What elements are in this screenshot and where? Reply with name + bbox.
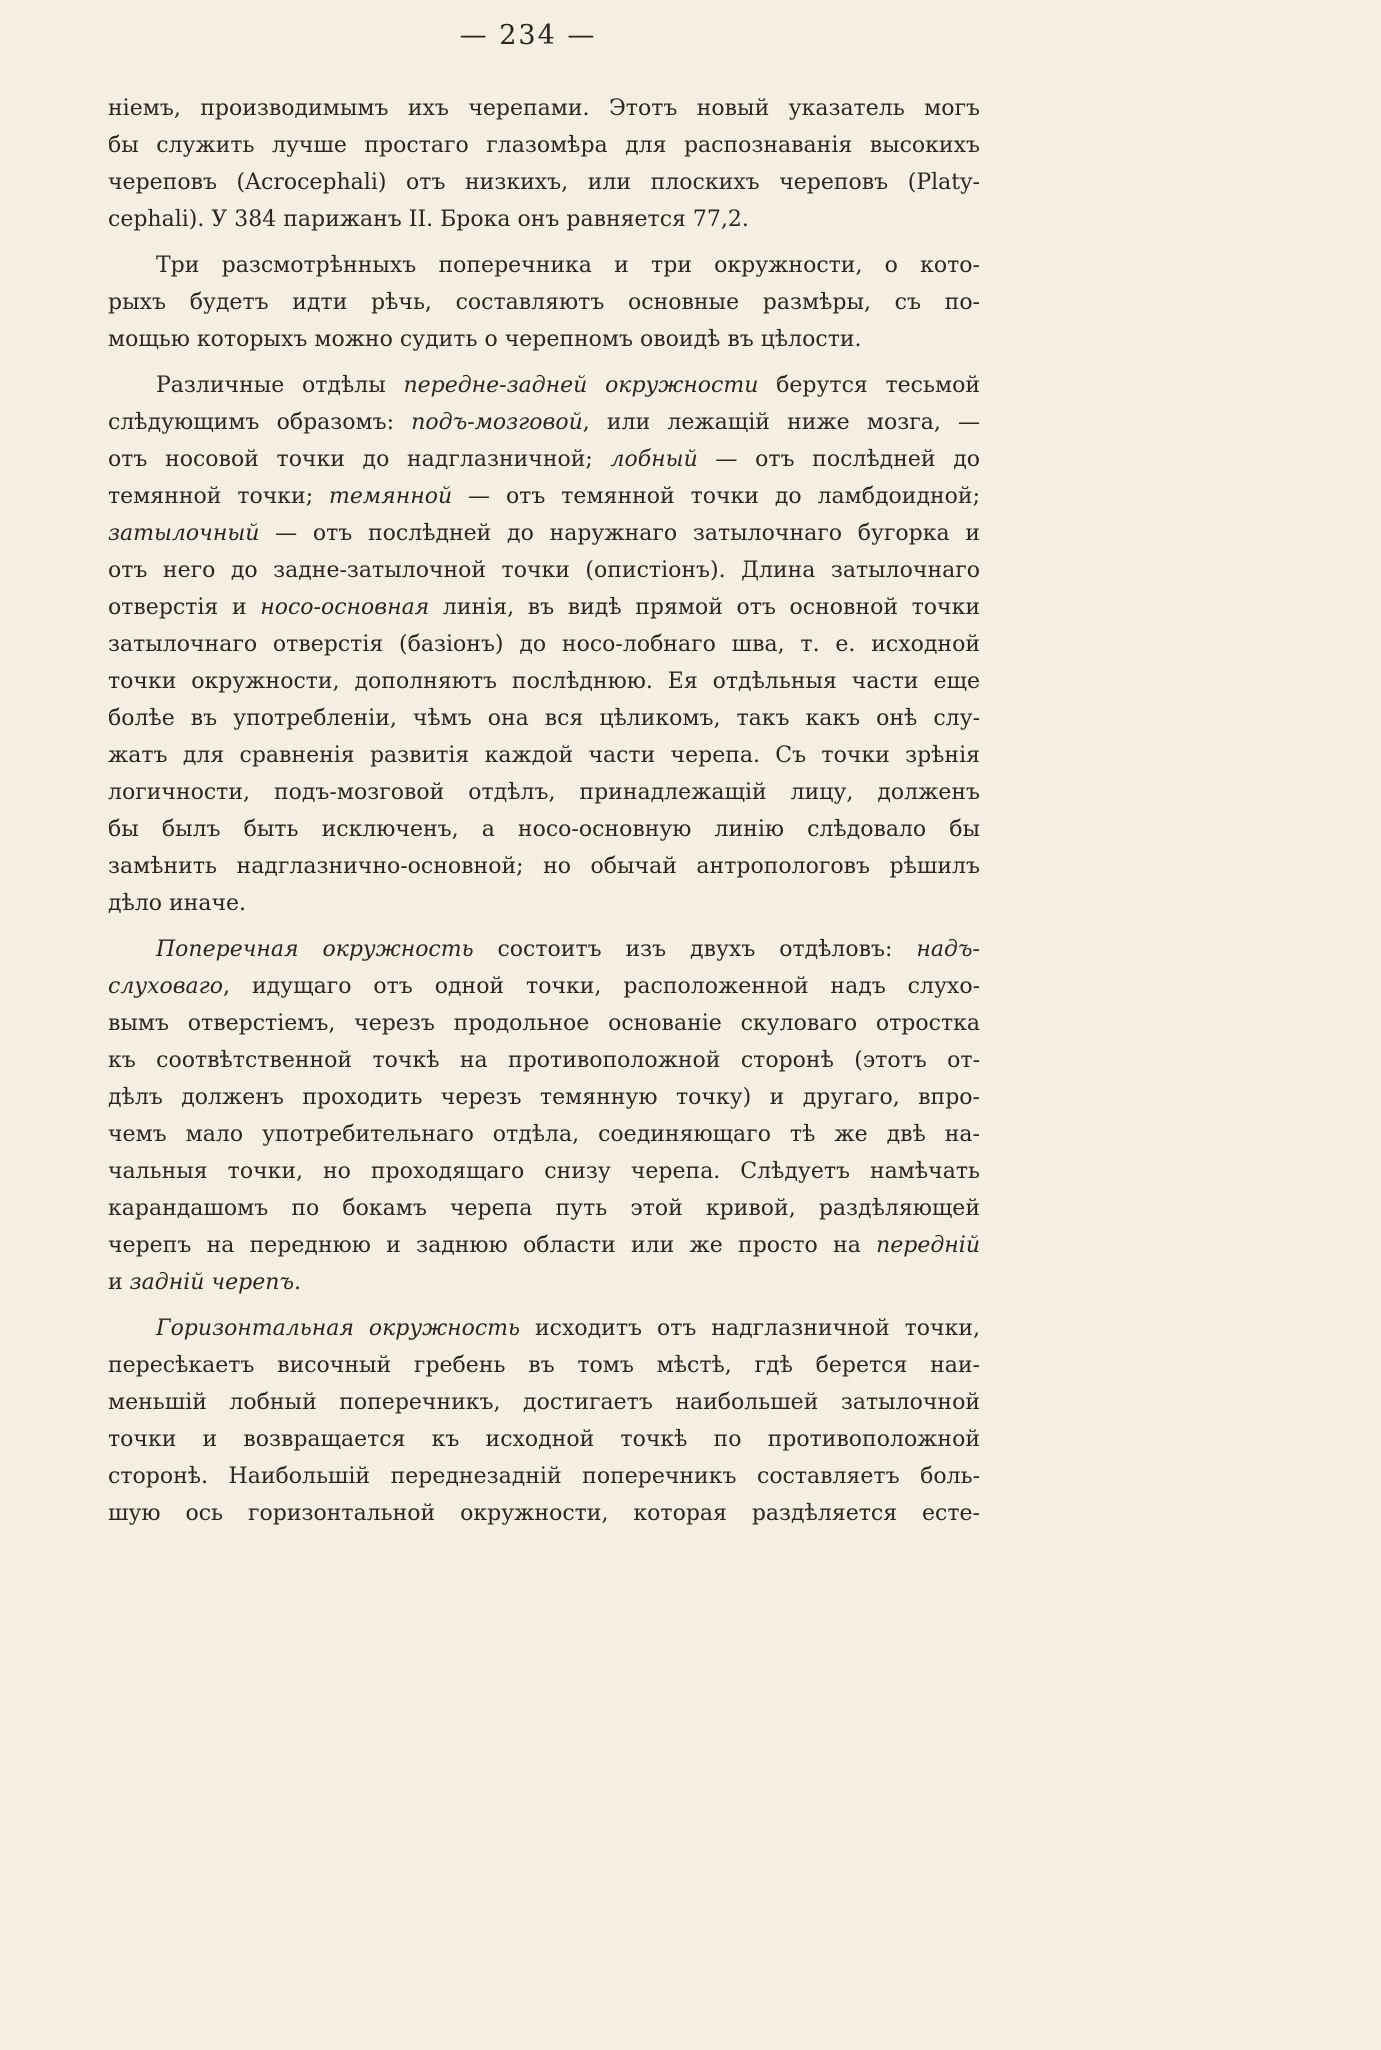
- text-line: [108, 1153, 980, 1190]
- text-run: — отъ послѣдней до наружнаго затылочнаго бугорка и: [259, 521, 980, 546]
- text-run: рыхъ будетъ идти рѣчь, составляютъ основные размѣры, съ по-: [108, 290, 980, 315]
- text-run: линія, въ видѣ прямой отъ основной точки: [429, 595, 980, 620]
- text-run: черепъ на переднюю и заднюю области или же просто на: [108, 1233, 877, 1258]
- italic-term: Горизонтальная окружность: [156, 1316, 521, 1341]
- text-run: сторонѣ. Наибольшій переднезадній поперечникъ составляетъ боль-: [108, 1464, 980, 1489]
- text-line: [108, 1079, 980, 1116]
- text-run: вымъ отверстіемъ, черезъ продольное основаніе скуловаго отростка: [108, 1011, 980, 1036]
- text-run: отъ него до задне-затылочной точки (опистіонъ). Длина затылочнаго: [108, 558, 980, 583]
- italic-term: темянной: [329, 484, 453, 509]
- page-body: [108, 90, 980, 1532]
- text-line: [108, 885, 980, 922]
- text-run: логичности, подъ-мозговой отдѣлъ, принадлежащій лицу, долженъ: [108, 780, 980, 805]
- italic-term: затылочный: [108, 521, 260, 546]
- text-line: [108, 626, 980, 663]
- text-line: [108, 811, 980, 848]
- text-line: [108, 478, 980, 515]
- text-line: [108, 90, 980, 127]
- text-run: и: [108, 1270, 130, 1295]
- text-run: шую ось горизонтальной окружности, которая раздѣляется есте-: [108, 1501, 980, 1526]
- text-line: [108, 968, 980, 1005]
- text-line: [108, 367, 980, 404]
- italic-term: Поперечная окружность: [156, 937, 474, 962]
- text-line: [108, 164, 980, 201]
- text-run: точки окружности, дополняютъ послѣднюю. Ея отдѣльныя части еще: [108, 669, 980, 694]
- text-run: состоитъ изъ двухъ отдѣловъ:: [473, 937, 917, 962]
- text-run: бы служить лучше простаго глазомѣра для распознаванія высокихъ: [108, 133, 980, 158]
- text-run: отъ носовой точки до надглазничной;: [108, 447, 611, 472]
- text-run: , или лежащій ниже мозга, —: [582, 410, 980, 435]
- italic-term: передній: [876, 1233, 980, 1258]
- text-line: [108, 1264, 980, 1301]
- paragraph-gap: [108, 922, 980, 931]
- text-line: [108, 1495, 980, 1532]
- text-line: [108, 589, 980, 626]
- italic-term: надъ-: [916, 937, 980, 962]
- text-line: [108, 774, 980, 811]
- text-run: чемъ мало употребительнаго отдѣла, соединяющаго тѣ же двѣ на-: [108, 1122, 980, 1147]
- text-run: карандашомъ по бокамъ черепа путь этой кривой, раздѣляющей: [108, 1196, 980, 1221]
- text-run: cephali). У 384 парижанъ II. Брока онъ равняется 77,2.: [108, 207, 749, 232]
- text-line: [108, 931, 980, 968]
- italic-term: слуховаго: [108, 974, 224, 999]
- page-number: — 234 —: [459, 20, 597, 51]
- paragraph-gap: [108, 1301, 980, 1310]
- text-run: затылочнаго отверстія (базіонъ) до носо-лобнаго шва, т. е. исходной: [108, 632, 980, 657]
- text-run: болѣе въ употребленіи, чѣмъ она вся цѣликомъ, такъ какъ онѣ слу-: [108, 706, 980, 731]
- text-run: замѣнить надглазнично-основной; но обычай антропологовъ рѣшилъ: [108, 854, 980, 879]
- text-run: меньшій лобный поперечникъ, достигаетъ наибольшей затылочной: [108, 1390, 980, 1415]
- text-run: бы былъ быть исключенъ, а носо-основную линію слѣдовало бы: [108, 817, 980, 842]
- text-line: [108, 441, 980, 478]
- text-line: [108, 1005, 980, 1042]
- text-line: [108, 127, 980, 164]
- text-line: [108, 1116, 980, 1153]
- text-run: исходитъ отъ надглазничной точки,: [520, 1316, 981, 1341]
- text-line: [108, 247, 980, 284]
- italic-term: передне-задней окружности: [403, 373, 759, 398]
- italic-term: лобный: [610, 447, 698, 472]
- text-run: .: [294, 1270, 302, 1295]
- text-run: темянной точки;: [108, 484, 330, 509]
- text-line: [108, 1310, 980, 1347]
- text-line: [108, 1042, 980, 1079]
- text-run: Различные отдѣлы: [156, 373, 404, 398]
- text-line: [108, 1384, 980, 1421]
- text-run: къ соотвѣтственной точкѣ на противоположной сторонѣ (этотъ от-: [108, 1048, 980, 1073]
- text-line: [108, 321, 980, 358]
- text-run: ніемъ, производимымъ ихъ черепами. Этотъ новый указатель могъ: [108, 96, 980, 121]
- italic-term: подъ-мозговой: [411, 410, 583, 435]
- text-run: , идущаго отъ одной точки, расположенной надъ слухо-: [223, 974, 980, 999]
- text-line: [108, 201, 980, 238]
- text-run: Три разсмотрѣнныхъ поперечника и три окружности, о кото-: [156, 253, 980, 278]
- text-run: мощью которыхъ можно судить о черепномъ овоидѣ въ цѣлости.: [108, 327, 862, 352]
- paragraph-gap: [108, 358, 980, 367]
- text-line: [108, 284, 980, 321]
- text-line: [108, 848, 980, 885]
- text-line: [108, 737, 980, 774]
- text-line: [108, 1227, 980, 1264]
- text-run: берутся тесьмой: [758, 373, 980, 398]
- text-run: жатъ для сравненія развитія каждой части черепа. Съ точки зрѣнія: [108, 743, 980, 768]
- text-line: [108, 1190, 980, 1227]
- paragraph: [108, 931, 980, 1301]
- text-line: [108, 515, 980, 552]
- text-line: [108, 552, 980, 589]
- paragraph: [108, 90, 980, 238]
- text-line: [108, 404, 980, 441]
- text-run: чальныя точки, но проходящаго снизу черепа. Слѣдуетъ намѣчать: [108, 1159, 980, 1184]
- text-line: [108, 1421, 980, 1458]
- text-line: [108, 700, 980, 737]
- paragraph: [108, 367, 980, 922]
- text-run: точки и возвращается къ исходной точкѣ по противоположной: [108, 1427, 980, 1452]
- paragraph-gap: [108, 238, 980, 247]
- paragraph: [108, 1310, 980, 1532]
- text-run: дѣло иначе.: [108, 891, 247, 916]
- text-run: отверстія и: [108, 595, 261, 620]
- text-line: [108, 1347, 980, 1384]
- text-line: [108, 1458, 980, 1495]
- text-run: череповъ (Acrocephali) отъ низкихъ, или плоскихъ череповъ (Platy-: [108, 170, 980, 195]
- text-run: — отъ темянной точки до ламбдоидной;: [452, 484, 980, 509]
- text-line: [108, 663, 980, 700]
- italic-term: задній черепъ: [129, 1270, 295, 1295]
- italic-term: носо-основная: [260, 595, 430, 620]
- text-run: дѣлъ долженъ проходить черезъ темянную точку) и другаго, впро-: [108, 1085, 980, 1110]
- text-run: пересѣкаетъ височный гребень въ томъ мѣстѣ, гдѣ берется наи-: [108, 1353, 980, 1378]
- text-run: слѣдующимъ образомъ:: [108, 410, 412, 435]
- paragraph: [108, 247, 980, 358]
- text-run: — отъ послѣдней до: [697, 447, 981, 472]
